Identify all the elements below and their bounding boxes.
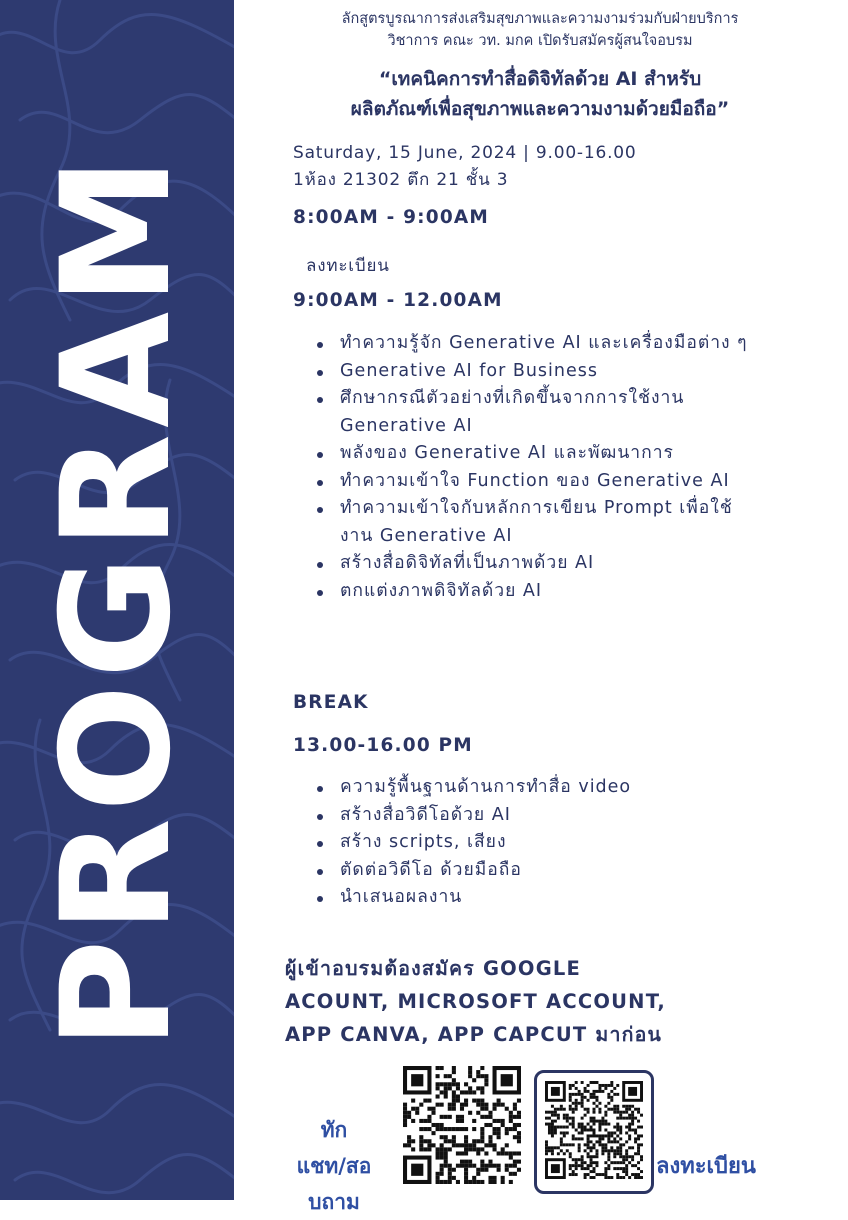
register-label: ลงทะเบียน [656, 1154, 756, 1179]
register-qr-code[interactable] [534, 1070, 654, 1194]
list-item: ความรู้พื้นฐานด้านการทำสื่อ video [300, 774, 760, 802]
event-room: 1ห้อง 21302 ตึก 21 ชั้น 3 [293, 170, 509, 190]
program-vertical-title: PROGRAM [30, 150, 204, 1050]
requirement-line-2: ACOUNT, MICROSOFT ACCOUNT, [285, 990, 667, 1013]
contact-prompt [282, 1112, 386, 1220]
list-item: สร้าง scripts, เสียง [300, 829, 760, 857]
announcement-line-1: ลักสูตรบูรณาการส่งเสริมสุขภาพและความงามร่วมกับฝ่ายบริการ [341, 11, 739, 27]
list-item: ตัดต่อวิดีโอ ด้วยมือถือ [300, 857, 760, 885]
list-item: สร้างสื่อวิดีโอด้วย AI [300, 802, 760, 830]
list-item: ศึกษากรณีตัวอย่างที่เกิดขึ้นจากการใช้งาน Generative AI [300, 385, 760, 440]
slot-2-topic-list [300, 330, 760, 605]
qr-code-icon [403, 1066, 521, 1184]
list-item: ตกแต่งภาพดิจิทัลด้วย AI [300, 578, 760, 606]
slot-1-activity: ลงทะเบียน [306, 256, 390, 276]
announcement-line-2: วิชาการ คณะ วท. มกค เปิดรับสมัครผู้สนใจอบรม [387, 33, 693, 49]
list-item: นำเสนอผลงาน [300, 884, 760, 912]
contact-line-3: บถาม [308, 1190, 360, 1214]
contact-line-1: ทัก [320, 1118, 348, 1142]
course-title-line-1: “เทคนิคการทำสื่อดิจิทัลด้วย AI สำหรับ [378, 68, 702, 90]
event-details [293, 140, 637, 194]
slot-3-topic-list [300, 774, 760, 912]
event-date: Saturday, 15 June, 2024 | 9.00-16.00 [293, 143, 637, 163]
sidebar-panel [0, 0, 234, 1200]
list-item: สร้างสื่อดิจิทัลที่เป็นภาพด้วย AI [300, 550, 760, 578]
course-title [250, 64, 830, 124]
chat-qr-code[interactable] [403, 1066, 521, 1188]
requirement-line-1: ผู้เข้าอบรมต้องสมัคร GOOGLE [285, 957, 582, 980]
contact-line-2: แชท/สอ [296, 1154, 372, 1178]
registration-requirement [285, 952, 755, 1051]
requirement-line-3: APP CANVA, APP CAPCUT มาก่อน [285, 1023, 663, 1046]
slot-2-time: 9:00AM - 12.00AM [293, 290, 503, 311]
course-announcement [250, 8, 830, 52]
slot-1-time: 8:00AM - 9:00AM [293, 207, 490, 228]
slot-3-time: 13.00-16.00 PM [293, 735, 473, 756]
qr-code-icon [545, 1081, 643, 1179]
course-title-line-2: ผลิตภัณฑ์เพื่อสุขภาพและความงามด้วยมือถือ” [350, 98, 730, 120]
list-item: ทำความเข้าใจ Function ของ Generative AI [300, 468, 760, 496]
list-item: พลังของ Generative AI และพัฒนาการ [300, 440, 760, 468]
break-label: BREAK [293, 692, 369, 713]
list-item: ทำความรู้จัก Generative AI และเครื่องมือต่าง ๆ [300, 330, 760, 358]
list-item: ทำความเข้าใจกับหลักการเขียน Prompt เพื่อใช้งาน Generative AI [300, 495, 760, 550]
list-item: Generative AI for Business [300, 358, 760, 386]
